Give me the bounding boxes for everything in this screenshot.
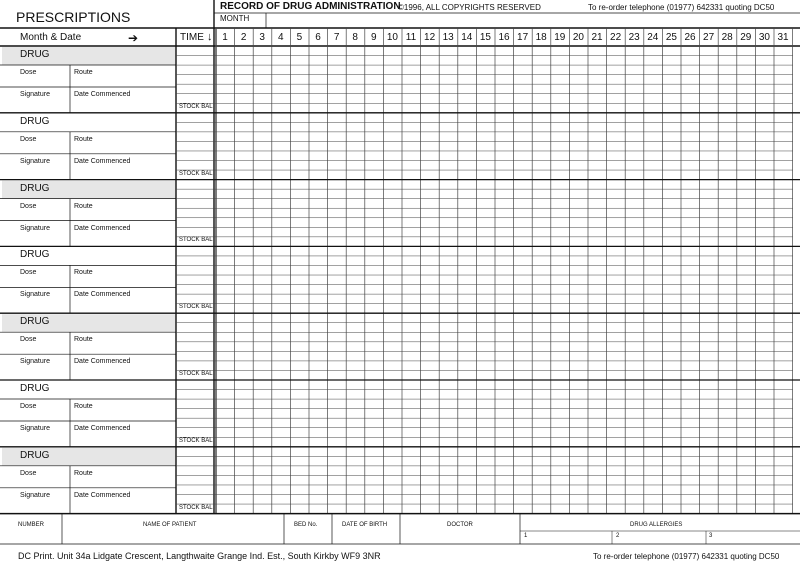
drug-allergies-label: DRUG ALLERGIES [630, 522, 683, 528]
route-label: Route [74, 269, 93, 277]
day-number: 31 [777, 32, 789, 43]
arrow-right-icon: ➔ [128, 31, 139, 45]
date-commenced-label: Date Commenced [74, 491, 131, 499]
day-number: 5 [296, 32, 303, 43]
prescriptions-title: PRESCRIPTIONS [16, 9, 131, 25]
signature-label: Signature [20, 291, 50, 299]
date-commenced-label: Date Commenced [74, 224, 131, 232]
allergy-slot-2: 2 [616, 533, 620, 539]
day-number: 14 [461, 32, 473, 43]
day-number: 7 [333, 32, 340, 43]
month-date-label: Month & Date [20, 32, 82, 43]
date-commenced-label: Date Commenced [74, 291, 131, 299]
printer-address: DC Print. Unit 34a Lidgate Crescent, Langthwaite Grange Ind. Est., South Kirkby WF9 3NR [18, 551, 381, 561]
day-number: 21 [591, 32, 603, 43]
drug-name-label: DRUG [20, 115, 50, 127]
day-number: 8 [352, 32, 358, 43]
copyright-note: ©1996, ALL COPYRIGHTS RESERVED [398, 3, 541, 12]
day-number: 2 [240, 32, 247, 43]
date-commenced-label: Date Commenced [74, 91, 131, 98]
day-number: 24 [647, 32, 659, 43]
day-number: 3 [259, 32, 265, 43]
day-number: 28 [721, 32, 733, 43]
time-label: TIME [180, 32, 204, 43]
dose-label: Dose [20, 469, 37, 477]
date-commenced-label: Date Commenced [74, 425, 131, 432]
allergy-slot-3: 3 [709, 533, 713, 539]
signature-label: Signature [20, 157, 50, 165]
dose-label: Dose [20, 269, 37, 277]
day-number: 23 [628, 32, 640, 43]
stock-balance-label: STOCK BAL [179, 304, 213, 311]
stock-balance-label: STOCK BAL [179, 103, 213, 110]
day-number: 15 [479, 32, 491, 43]
route-label: Route [74, 336, 93, 344]
dose-label: Dose [20, 135, 37, 143]
signature-label: Signature [20, 425, 50, 432]
month-label: MONTH [220, 14, 250, 23]
route-label: Route [74, 469, 93, 477]
day-number: 22 [610, 32, 622, 43]
reorder-note-bottom: To re-order telephone (01977) 642331 quoting DC50 [593, 552, 780, 561]
dose-label: Dose [20, 202, 37, 210]
drug-name-label: DRUG [20, 182, 50, 194]
date-commenced-label: Date Commenced [74, 157, 131, 165]
reorder-note-top: To re-order telephone (01977) 642331 quoting DC50 [588, 3, 775, 12]
signature-label: Signature [20, 224, 50, 232]
day-number: 26 [684, 32, 696, 43]
arrow-down-icon: ↓ [207, 31, 213, 43]
route-label: Route [74, 69, 93, 76]
day-number: 17 [517, 32, 529, 43]
stock-balance-label: STOCK BAL [179, 170, 213, 177]
drug-name-label: DRUG [20, 383, 50, 394]
dose-label: Dose [20, 336, 37, 344]
stock-balance-label: STOCK BAL [179, 371, 213, 377]
date-of-birth-label: DATE OF BIRTH [342, 522, 388, 528]
drug-name-label: DRUG [20, 49, 50, 60]
day-number: 18 [535, 32, 547, 43]
signature-label: Signature [20, 491, 50, 499]
route-label: Route [74, 202, 93, 210]
signature-label: Signature [20, 358, 50, 366]
stock-balance-label: STOCK BAL [179, 237, 213, 244]
day-number: 10 [386, 32, 398, 43]
drug-name-label: DRUG [20, 249, 50, 261]
stock-balance-label: STOCK BAL [179, 504, 213, 511]
day-number: 13 [442, 32, 454, 43]
day-number: 19 [554, 32, 566, 43]
patient-name-label: NAME OF PATIENT [143, 522, 197, 528]
day-number: 6 [315, 32, 321, 43]
drug-name-label: DRUG [20, 316, 50, 328]
route-label: Route [74, 403, 93, 410]
drug-name-label: DRUG [20, 449, 50, 461]
day-number: 1 [222, 32, 228, 43]
dose-label: Dose [20, 403, 37, 410]
allergy-slot-1: 1 [524, 533, 528, 539]
day-number: 20 [572, 32, 584, 43]
day-number: 16 [498, 32, 510, 43]
stock-balance-label: STOCK BAL [179, 437, 213, 444]
bed-no-label: BED No. [294, 522, 318, 528]
day-number: 30 [758, 32, 770, 43]
signature-label: Signature [20, 91, 50, 98]
day-number: 27 [703, 32, 715, 43]
day-number: 12 [424, 32, 436, 43]
dose-label: Dose [20, 69, 37, 76]
date-commenced-label: Date Commenced [74, 358, 131, 366]
route-label: Route [74, 135, 93, 143]
day-number: 4 [278, 32, 284, 43]
number-label: NUMBER [18, 522, 45, 528]
day-number: 11 [405, 32, 417, 43]
doctor-label: DOCTOR [447, 522, 473, 528]
day-number: 25 [665, 32, 677, 43]
day-number: 29 [740, 32, 752, 43]
record-title: RECORD OF DRUG ADMINISTRATION [220, 1, 401, 12]
day-number: 9 [371, 32, 377, 43]
